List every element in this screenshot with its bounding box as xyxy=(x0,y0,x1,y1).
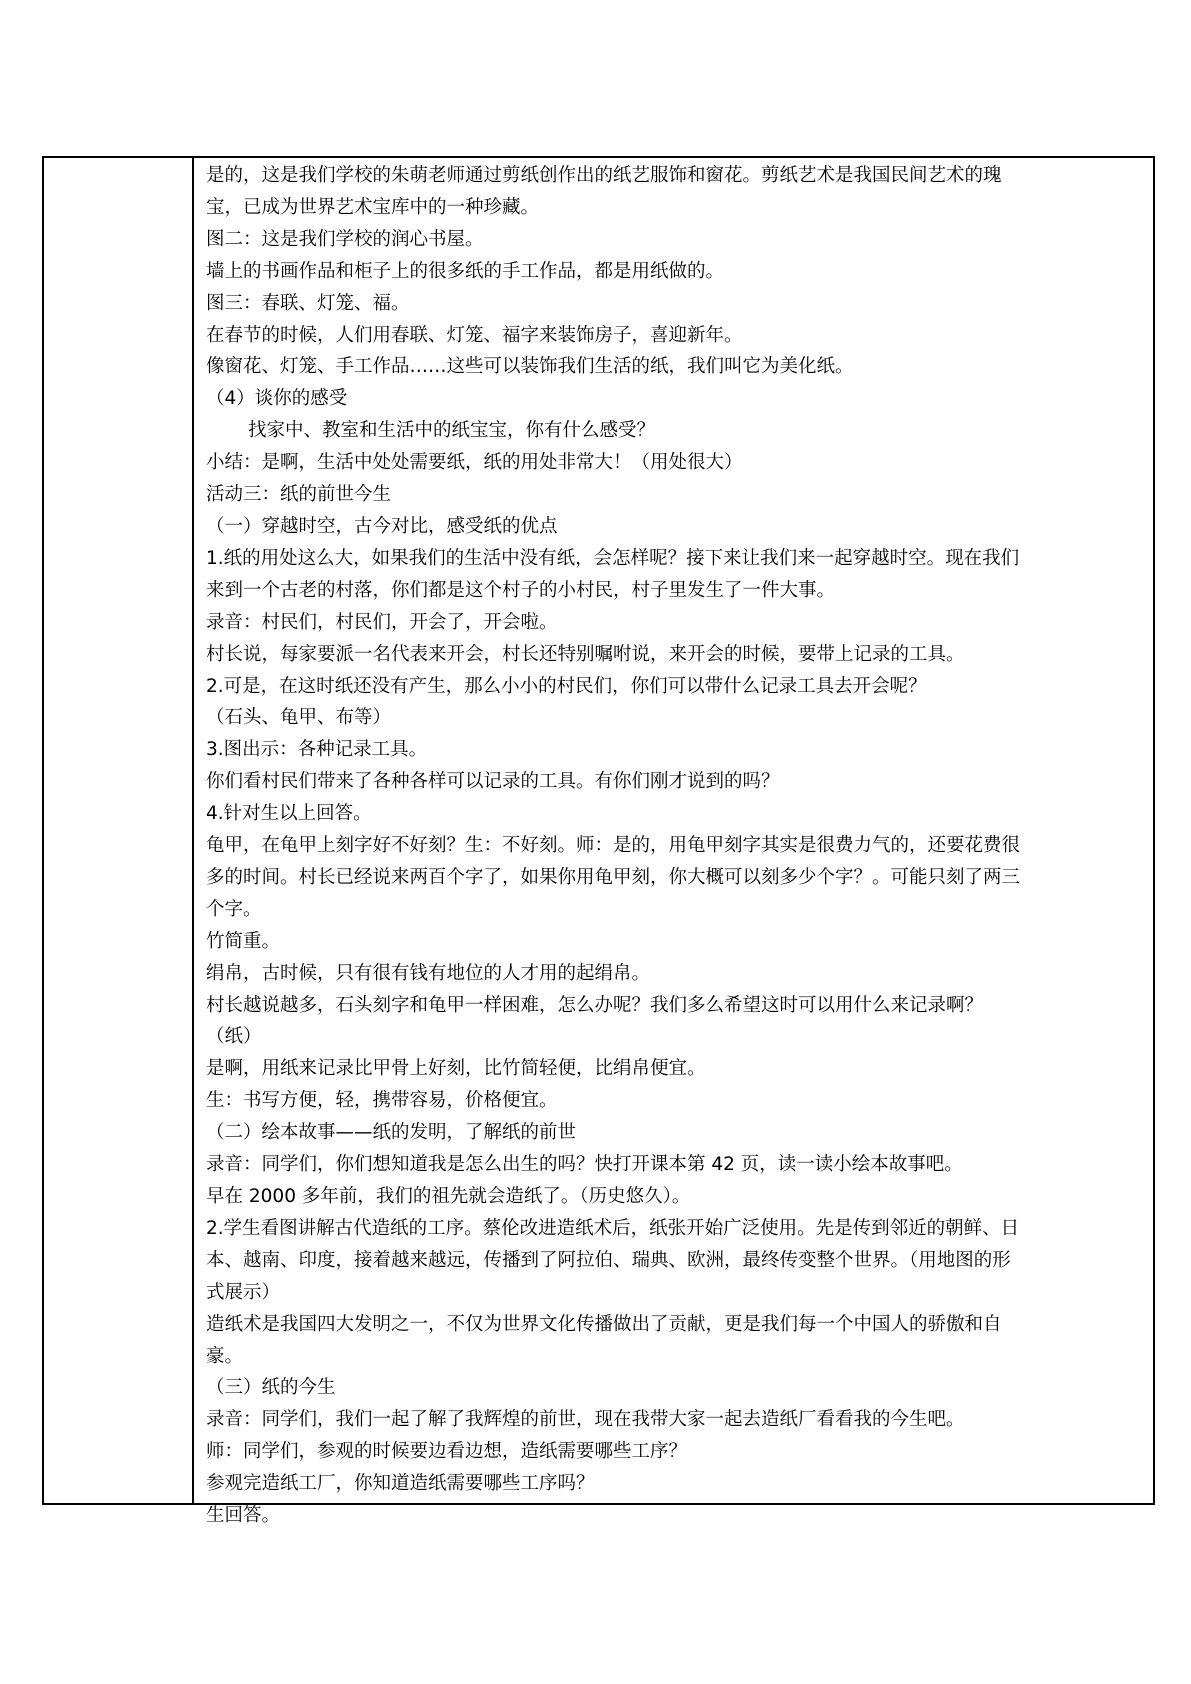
text-line: 录音：村民们，村民们，开会了，开会啦。 xyxy=(206,611,558,633)
text-line: 豪。 xyxy=(206,1345,244,1367)
text-line: 个字。 xyxy=(206,898,262,920)
text-line: 来到一个古老的村落，你们都是这个村子的小村民，村子里发生了一件大事。 xyxy=(206,579,836,601)
text-line: 在春节的时候，人们用春联、灯笼、福字来装饰房子，喜迎新年。 xyxy=(206,324,743,346)
text-line: 是的，这是我们学校的朱萌老师通过剪纸创作出的纸艺服饰和窗花。剪纸艺术是我国民间艺术的瑰 xyxy=(206,165,1002,186)
text-line: （石头、龟甲、布等） xyxy=(206,707,392,729)
text-line: 参观完造纸工厂，你知道造纸需要哪些工序吗？ xyxy=(206,1473,595,1495)
text-line: 2.学生看图讲解古代造纸的工序。蔡伦改进造纸术后，纸张开始广泛使用。先是传到邻近的朝鲜、日 xyxy=(206,1217,1020,1239)
section-heading: 活动三：纸的前世今生 xyxy=(206,484,392,506)
text-line: 造纸术是我国四大发明之一，不仅为世界文化传播做出了贡献，更是我们每一个中国人的骄傲和自 xyxy=(206,1313,1002,1335)
text-line: 本、越南、印度，接着越来越远，传播到了阿拉伯、瑞典、欧洲，最终传变整个世界。（用地图的形 xyxy=(206,1249,1011,1271)
section-heading: （二）绘本故事——纸的发明，了解纸的前世 xyxy=(206,1122,577,1144)
text-line: 竹简重。 xyxy=(206,930,281,952)
text-line: 图二：这是我们学校的润心书屋。 xyxy=(206,228,484,250)
text-line: 你们看村民们带来了各种各样可以记录的工具。有你们刚才说到的吗？ xyxy=(206,771,780,793)
text-line: 生回答。 xyxy=(206,1505,281,1527)
text-line: 4.针对生以上回答。 xyxy=(206,803,372,825)
text-line: 录音：同学们，我们一起了解了我辉煌的前世，现在我带大家一起去造纸厂看看我的今生吧。 xyxy=(206,1409,965,1431)
section-heading: （4）谈你的感受 xyxy=(206,388,348,410)
text-line: 多的时间。村长已经说来两百个字了，如果你用龟甲刻，你大概可以刻多少个字？。可能只刻了两三 xyxy=(206,866,1021,888)
text-line: 找家中、教室和生活中的纸宝宝，你有什么感受？ xyxy=(248,420,656,442)
text-line: 墙上的书画作品和柜子上的很多纸的手工作品，都是用纸做的。 xyxy=(206,260,725,282)
text-line: 宝，已成为世界艺术宝库中的一种珍藏。 xyxy=(206,196,540,218)
text-line: 录音：同学们，你们想知道我是怎么出生的吗？快打开课本第 42 页，读一读小绘本故事吧。 xyxy=(206,1154,963,1176)
section-heading: （三）纸的今生 xyxy=(206,1377,336,1399)
text-line: 早在 2000 多年前，我们的祖先就会造纸了。（历史悠久）。 xyxy=(206,1186,691,1207)
text-line: 图三：春联、灯笼、福。 xyxy=(206,292,410,314)
text-line: 2.可是，在这时纸还没有产生，那么小小的村民们，你们可以带什么记录工具去开会呢？ xyxy=(206,675,927,697)
text-line: 生：书写方便，轻，携带容易，价格便宜。 xyxy=(206,1090,558,1112)
text-line: 3.图出示：各种记录工具。 xyxy=(206,739,428,761)
text-line: 村长说，每家要派一名代表来开会，村长还特别嘱咐说，来开会的时候，要带上记录的工具。 xyxy=(206,643,965,665)
section-heading: （一）穿越时空，古今对比，感受纸的优点 xyxy=(206,515,558,537)
text-line: （纸） xyxy=(206,1026,262,1048)
table-content-column xyxy=(194,158,1153,1527)
text-line: 1.纸的用处这么大，如果我们的生活中没有纸，会怎样呢？接下来让我们来一起穿越时空。现在我们 xyxy=(206,547,1020,569)
text-line: 绢帛，古时候，只有很有钱有地位的人才用的起绢帛。 xyxy=(206,962,651,984)
text-line: 是啊，用纸来记录比甲骨上好刻，比竹简轻便，比绢帛便宜。 xyxy=(206,1058,706,1080)
text-line: 像窗花、灯笼、手工作品……这些可以装饰我们生活的纸，我们叫它为美化纸。 xyxy=(206,356,854,378)
text-line: 龟甲，在龟甲上刻字好不好刻？生：不好刻。师：是的，用龟甲刻字其实是很费力气的，还要花费很 xyxy=(206,835,1021,857)
text-line: 村长越说越多，石头刻字和龟甲一样困难，怎么办呢？我们多么希望这时可以用什么来记录啊？ xyxy=(206,994,984,1016)
text-line: 师：同学们，参观的时候要边看边想，造纸需要哪些工序？ xyxy=(206,1441,688,1463)
table-left-column xyxy=(44,158,194,1503)
text-line: 式展示） xyxy=(206,1281,281,1303)
text-line: 小结：是啊，生活中处处需要纸，纸的用处非常大！（用处很大） xyxy=(206,452,743,474)
lesson-table xyxy=(42,156,1155,1527)
